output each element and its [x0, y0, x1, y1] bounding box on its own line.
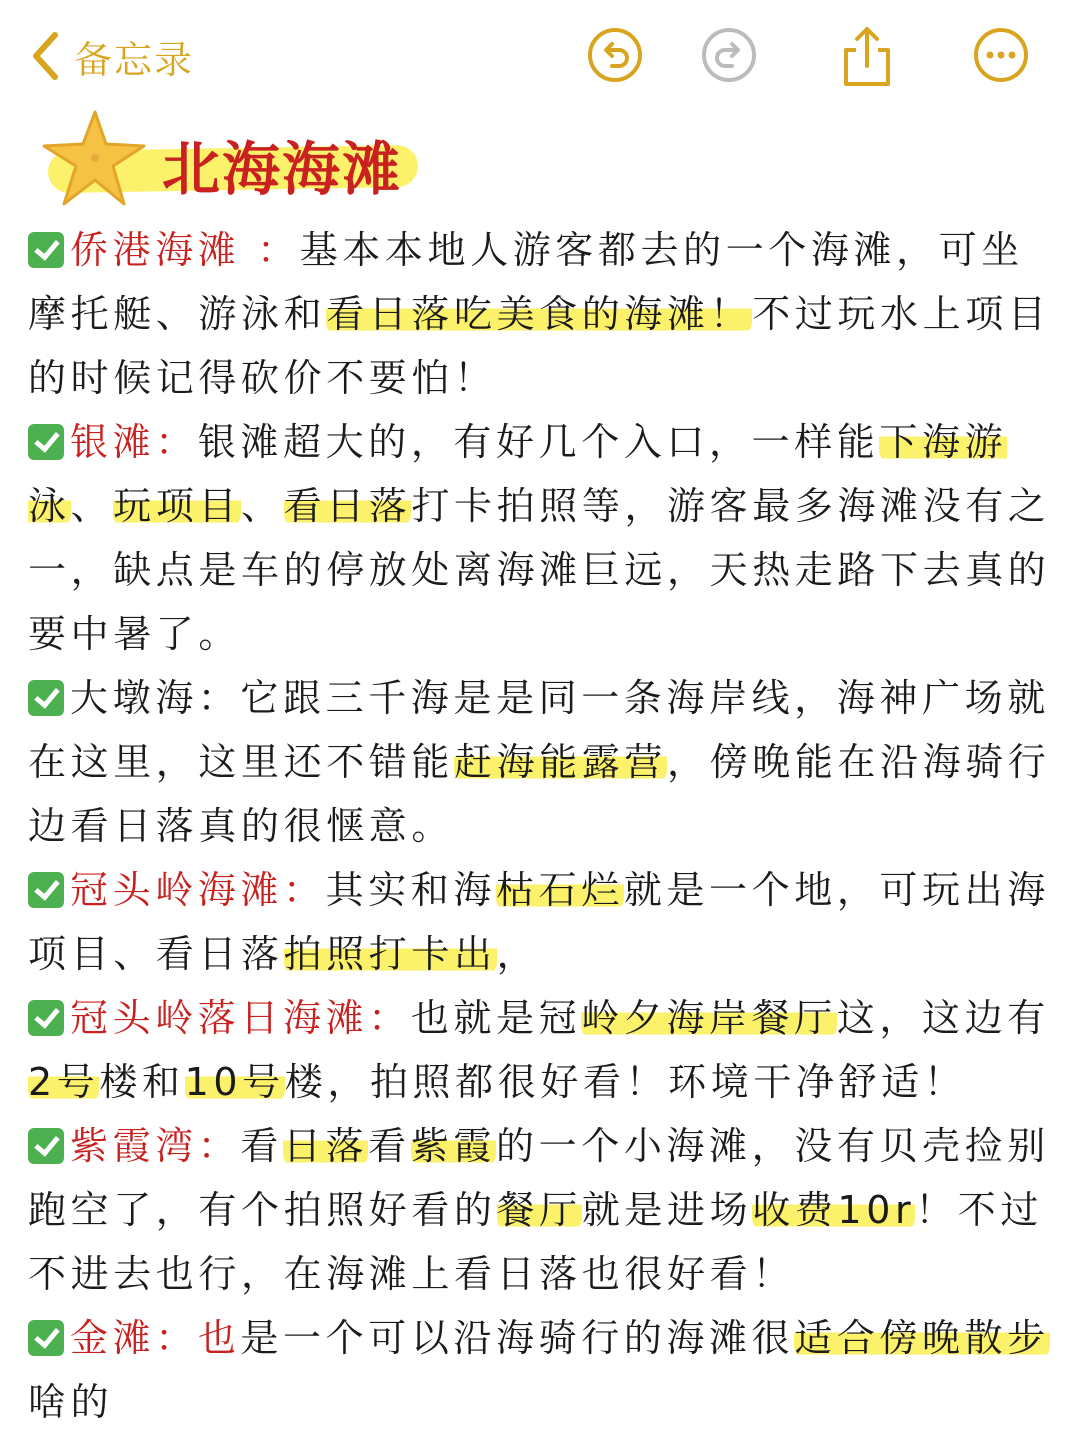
note-title: 北海海滩 — [162, 135, 403, 203]
entry-text: 啥的 — [28, 1380, 114, 1424]
entry-text: ，傍晚能在沿海骑行边看日落真的很惬意。 — [28, 740, 1051, 848]
highlighted-text: 10号 — [184, 1060, 285, 1104]
highlighted-text: 收费10r — [752, 1188, 916, 1232]
highlighted-text: 下海游泳 — [28, 420, 1008, 528]
back-button[interactable] — [30, 26, 194, 86]
highlighted-text: 适合傍晚散步 — [794, 1316, 1050, 1360]
entry-text: 、 — [70, 484, 114, 528]
beach-name: 冠头岭海滩： — [70, 868, 326, 912]
share-button[interactable] — [838, 26, 896, 84]
entry-text: 也 — [197, 1316, 241, 1360]
highlighted-text: 赶海能露营 — [454, 740, 668, 784]
highlighted-text: 枯石烂 — [496, 868, 624, 912]
note-entry — [28, 1114, 1058, 1306]
highlighted-text: 2号 — [28, 1060, 100, 1104]
highlighted-text: 日落 — [283, 1124, 369, 1168]
note-entry — [28, 218, 1058, 410]
beach-name: 紫霞湾： — [70, 1124, 241, 1168]
entry-text: 它跟三千海是是同一条海岸线，海神广场就在这里，这里还不错能 — [28, 676, 1050, 784]
entry-text: 的一个小海滩，没有贝壳捡别跑空了，有个拍照好看的 — [28, 1124, 1050, 1232]
entry-text: 就是一个地，可玩出海项目、看日落 — [28, 868, 1050, 976]
highlighted-text: 看日落 — [283, 484, 412, 528]
starfish-icon — [40, 108, 150, 208]
entry-text: ！不过不进去也行，在海滩上看日落也很好看！ — [28, 1188, 1044, 1296]
checkmark-icon — [28, 1320, 64, 1356]
entry-text: 、 — [241, 484, 284, 528]
checkmark-icon — [28, 232, 64, 268]
entry-text: 看 — [240, 1124, 284, 1168]
beach-name: 金滩： — [70, 1316, 198, 1360]
more-icon — [972, 26, 1030, 84]
entry-text: 这，这边有 — [836, 996, 1050, 1040]
entry-text: 其实和海 — [325, 868, 497, 912]
checkmark-icon — [28, 424, 64, 460]
beach-name: 大墩海： — [70, 676, 241, 720]
highlighted-text: 岭夕海岸餐厅 — [581, 996, 837, 1040]
highlighted-text: 餐厅 — [496, 1188, 582, 1232]
checkmark-icon — [28, 872, 64, 908]
entry-text: 就是进场 — [581, 1188, 753, 1232]
chevron-left-icon — [30, 31, 60, 81]
more-button[interactable] — [972, 26, 1030, 84]
note-entry — [28, 986, 1058, 1114]
entry-text: 是一个可以沿海骑行的海滩很 — [240, 1316, 795, 1360]
beach-name: 银滩： — [70, 420, 198, 464]
share-icon — [838, 26, 896, 88]
beach-name: 侨港海滩 ： — [70, 228, 300, 272]
checkmark-icon — [28, 680, 64, 716]
entry-text: ， — [496, 932, 540, 976]
undo-icon — [586, 26, 644, 84]
redo-button[interactable] — [700, 26, 758, 84]
note-entry — [28, 1306, 1058, 1434]
entry-text: 打卡拍照等，游客最多海滩没有之一，缺点是车的停放处离海滩巨远，天热走路下去真的要中暑了。 — [28, 484, 1051, 656]
checkmark-icon — [28, 1000, 64, 1036]
entry-text: 楼，拍照都很好看！环境干净舒适！ — [284, 1060, 967, 1104]
redo-icon — [700, 26, 758, 84]
back-label: 备忘录 — [74, 37, 195, 82]
beach-name: 冠头岭落日海滩： — [70, 996, 411, 1040]
highlighted-text: 看日落吃美食的海滩！ — [326, 292, 753, 336]
note-entry — [28, 858, 1058, 986]
entry-text: 也就是冠 — [410, 996, 582, 1040]
undo-button[interactable] — [586, 26, 644, 84]
note-entry — [28, 666, 1058, 858]
checkmark-icon — [28, 1128, 64, 1164]
note-body[interactable] — [28, 218, 1058, 1434]
highlighted-text: 玩项目 — [113, 484, 242, 528]
entry-text: 银滩超大的，有好几个入口，一样能 — [197, 420, 880, 464]
highlighted-text: 紫霞 — [410, 1124, 497, 1168]
nav-bar — [0, 0, 1080, 110]
entry-text: 不过玩水上项目的时候记得砍价不要怕！ — [28, 292, 1051, 400]
note-title-row — [40, 108, 460, 208]
note-entry — [28, 410, 1058, 666]
entry-text: 基本本地人游客都去的一个海滩，可坐摩托艇、游泳和 — [28, 228, 1024, 336]
entry-text: 楼和 — [99, 1060, 185, 1104]
entry-text: 看 — [368, 1124, 411, 1168]
highlighted-text: 拍照打卡出 — [283, 932, 497, 976]
